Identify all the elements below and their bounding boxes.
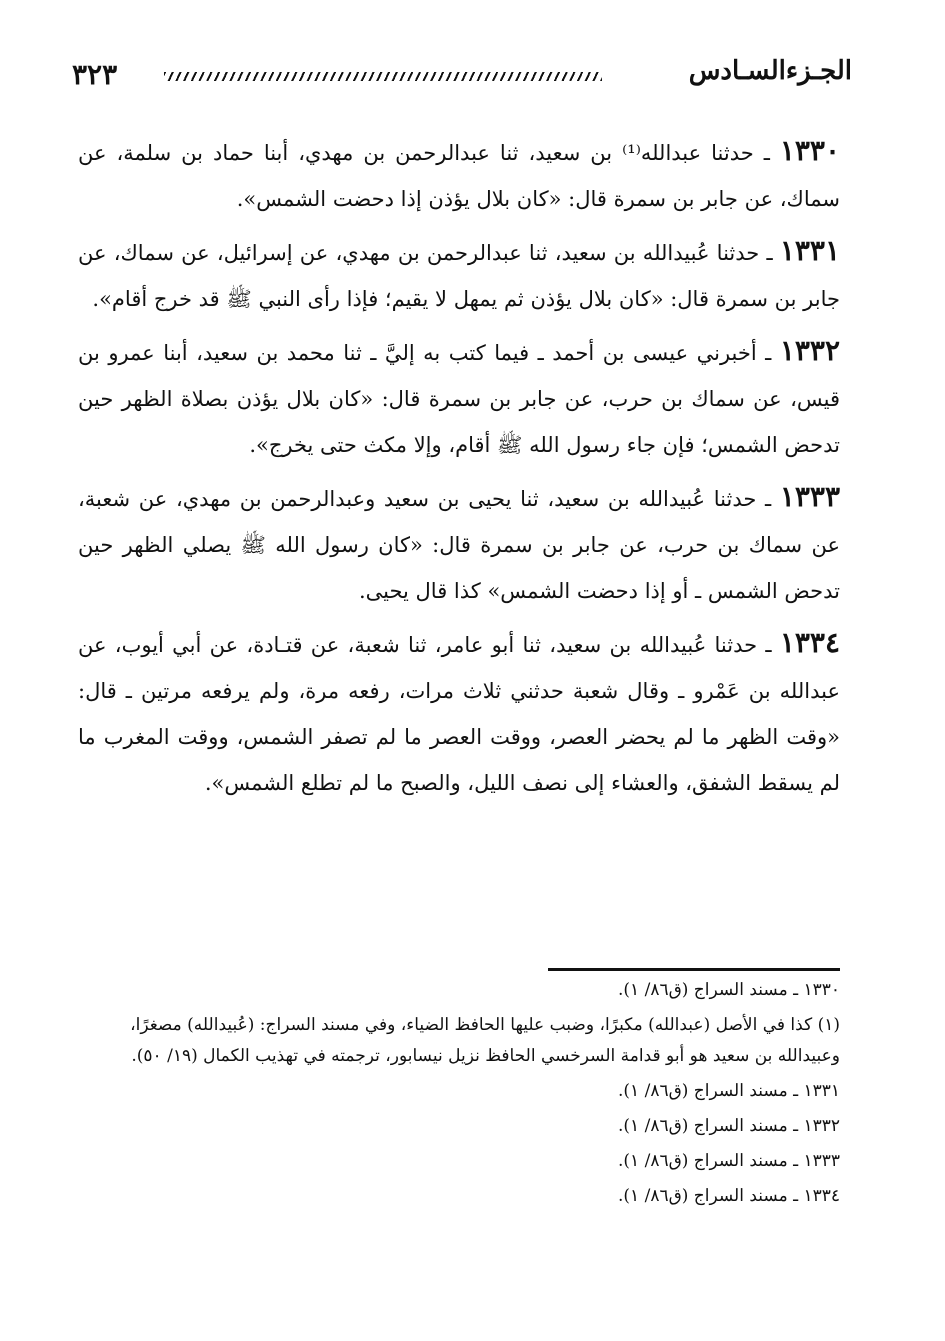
running-title: الجـزءالسـادس (688, 56, 852, 86)
hadith-1330 (78, 128, 840, 222)
footnote-source: ١٣٣٣ ـ مسند السراج (ق٨٦/ ١). (617, 1151, 840, 1171)
hadith-number: ١٣٣٢ (779, 334, 840, 367)
footnote-source: ١٣٣٠ ـ مسند السراج (ق٨٦/ ١). (617, 980, 840, 1000)
footnote-note-1: (١) كذا في الأصل (عبدالله) مكبرًا، وضبب عليها الحافظ الضياء، وفي مسند السراج: (عُبيدالله) مصغرًا، وعبيدالله بن سعيد هو أبو قدامة السرخسي الحافظ نزيل نيسابور، ترجمته في تهذيب الكمال (١٩/ ٥٠). (130, 1015, 840, 1066)
hadith-text: ـ حدثنا عبدالله⁽¹⁾ بن سعيد، ثنا عبدالرحمن بن مهدي، أبنا حماد بن سلمة، عن سماك، عن جابر بن سمرة قال: «كان بلال يؤذن إذا دحضت الشمس». (78, 141, 840, 211)
page-number: ٣٢٣ (72, 58, 118, 91)
footnote-source: ١٣٣٤ ـ مسند السراج (ق٨٦/ ١). (617, 1186, 840, 1206)
hadith-number: ١٣٣٤ (779, 626, 840, 659)
page-header (72, 58, 852, 98)
hadith-number: ١٣٣١ (779, 234, 840, 267)
hadith-number: ١٣٣٣ (779, 480, 840, 513)
hadith-1332 (78, 328, 840, 468)
hadith-text: ـ حدثنا عُبيدالله بن سعيد، ثنا أبو عامر، ثنا شعبة، عن قتـادة، عن أبي أيوب، عن عبدالله بن عَمْرو ـ وقال شعبة حدثني ثلاث مرات، رفعه مرة، ولم يرفعه مرتين ـ قال: «وقت الظهر ما لم يحضر العصر، ووقت العصر ما لم تصفر الشمس، ووقت المغرب ما لم يسقط الشفق، والعشاء إلى نصف الليل، والصبح ما لم تطلع الشمس». (78, 633, 840, 795)
hadith-1331 (78, 228, 840, 322)
hadith-text: ـ حدثنا عُبيدالله بن سعيد، ثنا يحيى بن سعيد وعبدالرحمن بن مهدي، عن شعبة، عن سماك بن حرب، عن جابر بن سمرة قال: «كان رسول الله ﷺ يصلي الظهر حين تدحض الشمس ـ أو إذا دحضت الشمس» كذا قال يحيى. (78, 487, 840, 603)
hadith-text: ـ حدثنا عُبيدالله بن سعيد، ثنا عبدالرحمن بن مهدي، عن إسرائيل، عن سماك، عن جابر بن سمرة قال: «كان بلال يؤذن ثم يمهل لا يقيم؛ فإذا رأى النبي ﷺ قد خرج أقام». (78, 241, 840, 311)
footnote-separator (548, 968, 840, 971)
main-text (78, 128, 840, 812)
hadith-number: ١٣٣٠ (779, 134, 840, 167)
hadith-1333 (78, 474, 840, 614)
footnote-source: ١٣٣٢ ـ مسند السراج (ق٨٦/ ١). (617, 1116, 840, 1136)
footnotes (78, 975, 840, 1216)
header-divider (164, 72, 602, 81)
hadith-1334 (78, 620, 840, 806)
footnote-source: ١٣٣١ ـ مسند السراج (ق٨٦/ ١). (617, 1081, 840, 1101)
hadith-text: ـ أخبرني عيسى بن أحمد ـ فيما كتب به إليَّ ـ ثنا محمد بن سعيد، أبنا عمرو بن قيس، عن سماك بن حرب، عن جابر بن سمرة قال: «كان بلال يؤذن بصلاة الظهر حين تدحض الشمس؛ فإن جاء رسول الله ﷺ أقام، وإلا مكث حتى يخرج». (78, 341, 840, 457)
